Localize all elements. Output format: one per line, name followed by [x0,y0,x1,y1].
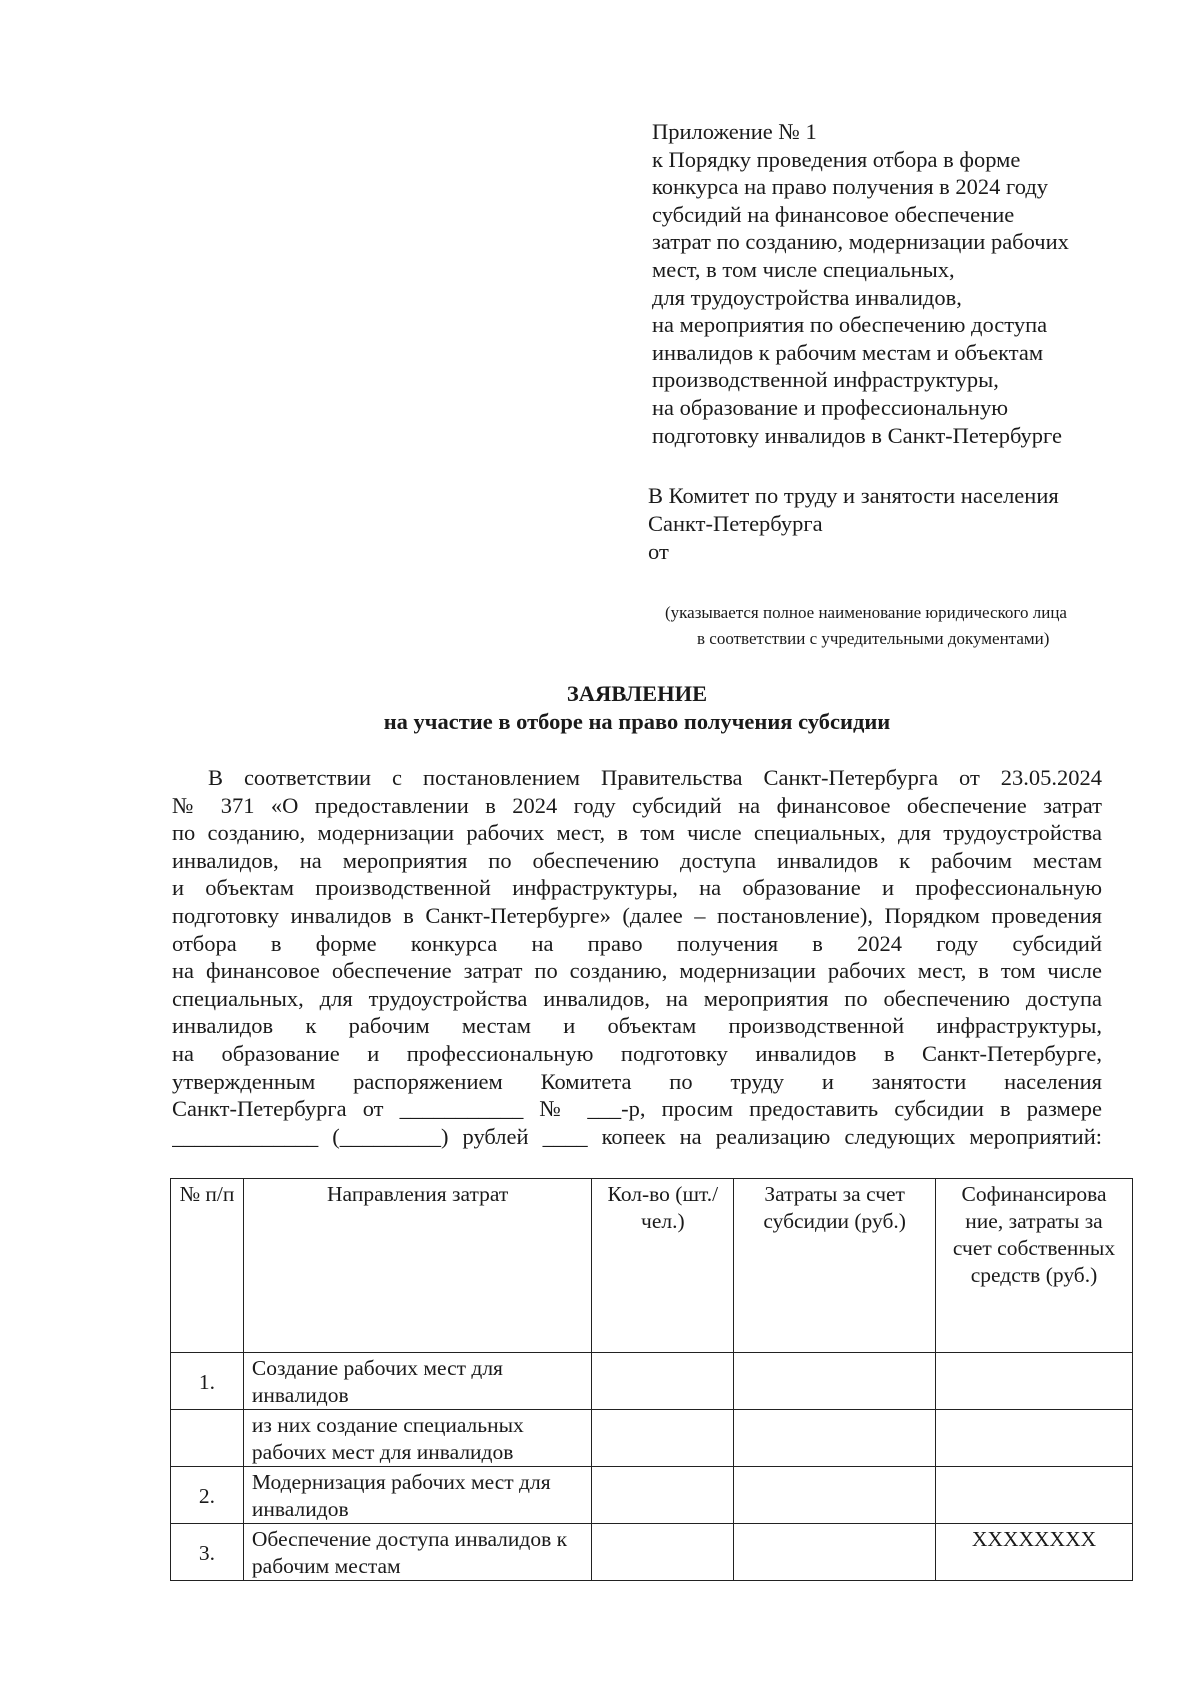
body-line: подготовку инвалидов в Санкт-Петербурге» (далее – постановление), Порядком проведения [172,902,1102,928]
document-title: ЗАЯВЛЕНИЕ [566,681,708,706]
body-line: В соответствии с постановлением Правительства Санкт-Петербурга от 23.05.2024 [208,765,1102,790]
body-line: отбора в форме конкурса на право получения в 2024 году субсидий [172,930,1102,956]
row-direction: Создание рабочих мест для инвалидов [243,1353,592,1410]
row-qty [592,1353,734,1410]
row-subsidy [734,1524,936,1581]
application-body [172,764,1102,1150]
header-cofin: Софинансирова ние, затраты за счет собственных средств (руб.) [936,1179,1133,1353]
table-row [171,1524,1133,1581]
header-num: № п/п [171,1179,244,1353]
appendix-line: конкурса на право получения в 2024 году [652,174,1049,200]
row-num: 2. [171,1467,244,1524]
body-line: утвержденным распоряжением Комитета по труду и занятости населения [172,1068,1102,1094]
header-direction: Направления затрат [243,1179,592,1353]
addressee-line: В Комитет по труду и занятости населения [648,483,1059,508]
document-subtitle: на участие в отборе на право получения субсидии [383,709,891,734]
appendix-line: на образование и профессиональную [652,394,1009,420]
appendix-line: инвалидов к рабочим местам и объектам [652,339,1044,365]
row-subsidy [734,1410,936,1467]
body-line: по созданию, модернизации рабочих мест, в том числе специальных, для трудоустройства [172,820,1102,846]
table-row [171,1410,1133,1467]
body-line: № 371 «О предоставлении в 2024 году субсидий на финансовое обеспечение затрат [172,792,1102,818]
row-direction: из них создание специальных рабочих мест для инвалидов [243,1410,592,1467]
cost-table [170,1178,1133,1581]
appendix-line: на мероприятия по обеспечению доступа [652,312,1048,338]
row-direction: Обеспечение доступа инвалидов к рабочим местам [243,1524,592,1581]
addressee-block [648,482,1168,566]
row-num [171,1410,244,1467]
table-header-row [171,1179,1133,1353]
addressee-line: от [648,539,669,564]
note-line: (указывается полное наименование юридического лица [665,603,1067,622]
header-subsidy: Затраты за счет субсидии (руб.) [734,1179,936,1353]
row-cofin [936,1353,1133,1410]
appendix-line: мест, в том числе специальных, [652,256,955,282]
note-line: в соответствии с учредительными документами) [697,629,1050,648]
row-qty [592,1410,734,1467]
row-qty [592,1467,734,1524]
row-num: 3. [171,1524,244,1581]
row-qty [592,1524,734,1581]
appendix-line: для трудоустройства инвалидов, [652,284,962,310]
row-cofin: XXXXXXXX [936,1524,1133,1581]
appendix-line: Приложение № 1 [652,119,817,144]
appendix-block [652,118,1172,449]
row-num: 1. [171,1353,244,1410]
row-cofin [936,1467,1133,1524]
appendix-line: производственной инфраструктуры, [652,367,999,393]
row-direction: Модернизация рабочих мест для инвалидов [243,1467,592,1524]
body-line: инвалидов к рабочим местам и объектам производственной инфраструктуры, [172,1013,1102,1039]
body-line: Санкт-Петербурга от ___________ № ___-р, просим предоставить субсидии в размере [172,1096,1102,1122]
body-line: _____________ (_________) рублей ____ копеек на реализацию следующих мероприятий: [172,1123,1102,1149]
header-qty: Кол-во (шт./чел.) [592,1179,734,1353]
table-row [171,1467,1133,1524]
body-line: специальных, для трудоустройства инвалидов, на мероприятия по обеспечению доступа [172,985,1102,1011]
entity-name-note [665,600,1165,652]
row-subsidy [734,1467,936,1524]
body-line: на образование и профессиональную подготовку инвалидов в Санкт-Петербурге, [172,1040,1102,1066]
appendix-line: подготовку инвалидов в Санкт-Петербурге [652,422,1062,448]
body-line: инвалидов, на мероприятия по обеспечению доступа инвалидов к рабочим местам [172,847,1102,873]
row-subsidy [734,1353,936,1410]
table-row [171,1353,1133,1410]
body-line: и объектам производственной инфраструктуры, на образование и профессиональную [172,875,1102,901]
row-cofin [936,1410,1133,1467]
body-line: на финансовое обеспечение затрат по созданию, модернизации рабочих мест, в том числе [172,958,1102,984]
appendix-line: затрат по созданию, модернизации рабочих [652,229,1069,255]
cost-table-wrapper [170,1178,1133,1581]
addressee-line: Санкт-Петербурга [648,511,823,536]
appendix-line: субсидий на финансовое обеспечение [652,201,1015,227]
appendix-line: к Порядку проведения отбора в форме [652,146,1021,172]
